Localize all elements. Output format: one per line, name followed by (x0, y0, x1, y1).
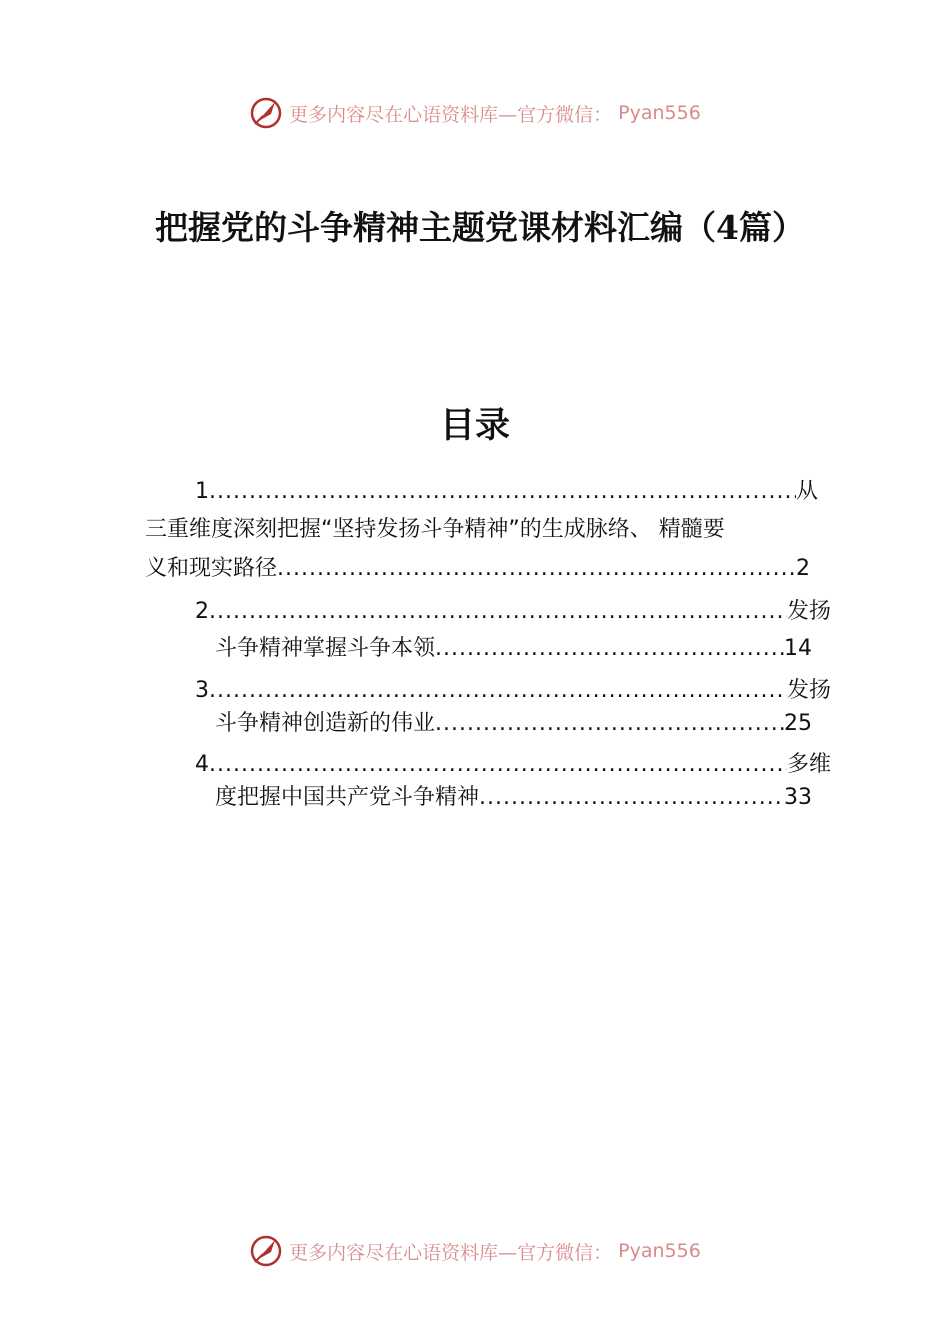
footer-watermark (0, 1234, 950, 1268)
toc-entry-1-line-2[interactable]: 三重维度深刻把握“坚持发扬斗争精神”的生成脉络、 精髓要 (145, 517, 725, 542)
document-title: 把握党的斗争精神主题党课材料汇编（4篇） (155, 208, 805, 247)
toc-entry-text: 发扬 (786, 599, 831, 624)
toc-entry-number: 1 (195, 479, 209, 504)
toc-page-number: 33 (784, 785, 812, 810)
toc-leader-dots (209, 678, 787, 703)
toc-entry-number: 2 (195, 599, 209, 624)
toc-entry-text: 度把握中国共产党斗争精神 (215, 785, 480, 810)
toc-entry-text: 发扬 (786, 678, 831, 703)
toc-entry-4-line-2[interactable] (215, 780, 812, 811)
toc-entry-number: 4 (195, 752, 209, 777)
watermark-text-cn: 更多内容尽在心语资料库—官方微信： (289, 103, 613, 126)
toc-entry-text: 义和现实路径 (145, 556, 278, 581)
quill-logo-icon (249, 96, 283, 130)
toc-entry-3-line-2[interactable] (215, 706, 812, 737)
toc-entry-1-line-3[interactable] (145, 551, 810, 582)
quill-logo-icon (249, 1234, 283, 1268)
toc-entry-2-line-1[interactable] (195, 594, 831, 625)
toc-page-number: 2 (796, 556, 810, 581)
toc-heading: 目录 (439, 405, 510, 446)
watermark-text-cn: 更多内容尽在心语资料库—官方微信： (289, 1241, 613, 1264)
toc-entry-3-line-1[interactable] (195, 673, 831, 704)
toc-page-number: 14 (784, 636, 812, 661)
watermark-text-en: Pyan556 (618, 1240, 701, 1262)
toc-leader-dots (277, 556, 796, 581)
toc-leader-dots (479, 785, 784, 810)
toc-entry-text: 斗争精神创造新的伟业 (215, 711, 436, 736)
toc-leader-dots (209, 599, 787, 624)
toc-leader-dots (209, 479, 796, 504)
toc-entry-number: 3 (195, 678, 209, 703)
toc-leader-dots (435, 636, 784, 661)
toc-entry-4-line-1[interactable] (195, 747, 831, 778)
toc-entry-text: 斗争精神掌握斗争本领 (215, 636, 436, 661)
header-watermark (0, 96, 950, 130)
toc-entry-1-line-1[interactable] (195, 474, 818, 505)
toc-entry-text: 从 (795, 479, 818, 504)
toc-entry-2-line-2[interactable] (215, 631, 812, 662)
watermark-text-en: Pyan556 (618, 102, 701, 124)
toc-leader-dots (209, 752, 787, 777)
toc-page-number: 25 (784, 711, 812, 736)
toc-leader-dots (435, 711, 784, 736)
toc-entry-text: 多维 (786, 752, 831, 777)
